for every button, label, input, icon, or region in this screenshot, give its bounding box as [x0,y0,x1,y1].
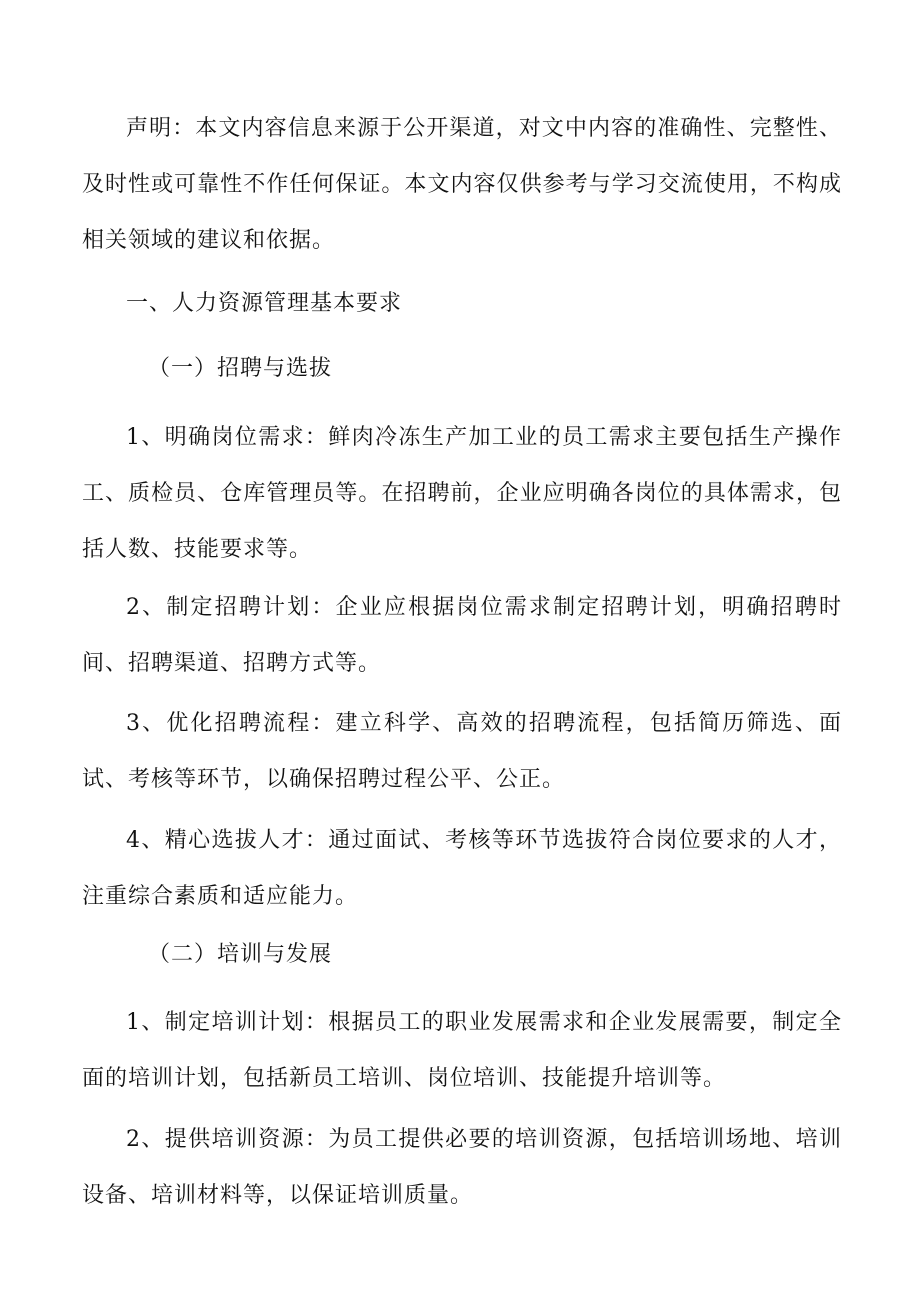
disclaimer-paragraph: 声明：本文内容信息来源于公开渠道，对文中内容的准确性、完整性、及时性或可靠性不作任何保证。本文内容仅供参考与学习交流使用，不构成相关领域的建议和依据。 [82,116,842,253]
list-item: 3、优化招聘流程：建立科学、高效的招聘流程，包括简历筛选、面试、考核等环节，以确保招聘过程公平、公正。 [82,711,842,792]
subsection-heading-recruitment: （一）招聘与选拔 [148,356,333,381]
subsection-heading-training: （二）培训与发展 [148,942,333,967]
section-heading: 一、人力资源管理基本要求 [126,291,403,316]
list-item: 2、提供培训资源：为员工提供必要的培训资源，包括培训场地、培训设备、培训材料等，以保证培训质量。 [82,1127,842,1208]
list-item: 1、明确岗位需求：鲜肉冷冻生产加工业的员工需求主要包括生产操作工、质检员、仓库管理员等。在招聘前，企业应明确各岗位的具体需求，包括人数、技能要求等。 [82,425,842,562]
list-item: 2、制定招聘计划：企业应根据岗位需求制定招聘计划，明确招聘时间、招聘渠道、招聘方式等。 [82,595,842,676]
list-item: 4、精心选拔人才：通过面试、考核等环节选拔符合岗位要求的人才，注重综合素质和适应能力。 [82,828,842,909]
list-item: 1、制定培训计划：根据员工的职业发展需求和企业发展需要，制定全面的培训计划，包括新员工培训、岗位培训、技能提升培训等。 [82,1010,842,1091]
